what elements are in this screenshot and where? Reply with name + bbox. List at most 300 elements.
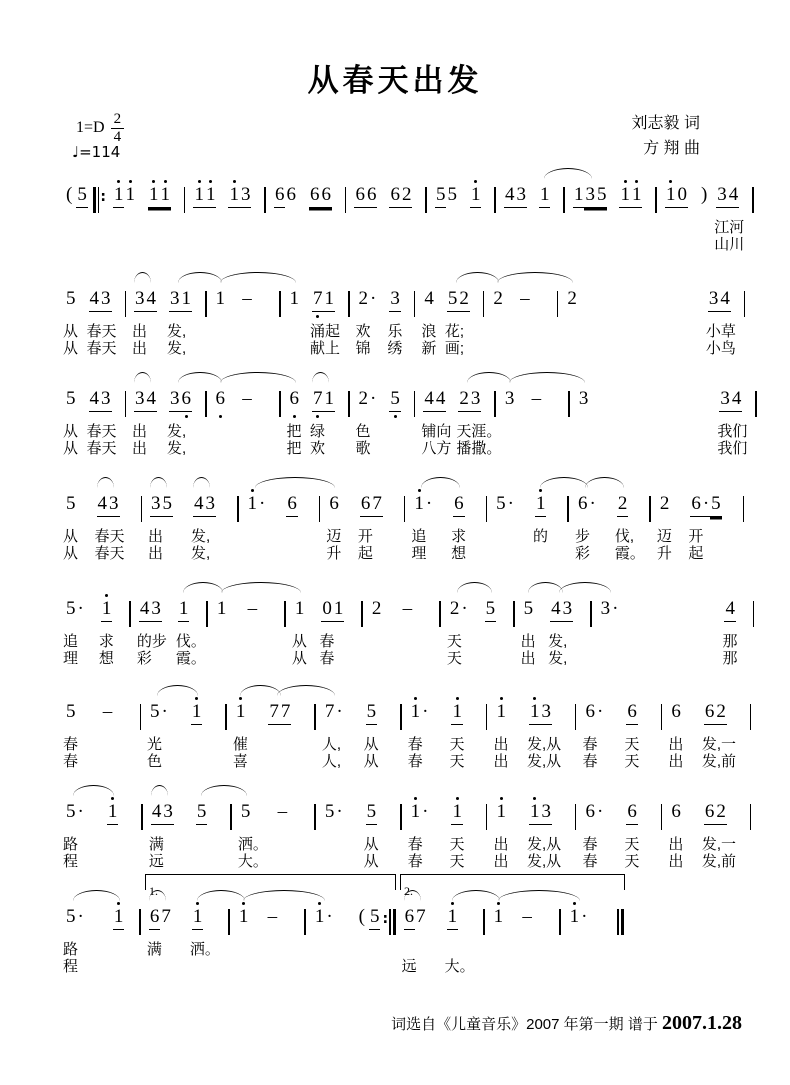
note: 4 — [139, 598, 151, 622]
lyric-verse2: 喜 — [232, 753, 248, 770]
note: 7 — [161, 906, 171, 927]
note-group — [238, 284, 256, 314]
lyric-verse1: 从 — [363, 736, 379, 753]
note: · — [77, 801, 84, 822]
octave-dot-high — [456, 797, 459, 800]
note: 1 — [113, 906, 125, 930]
bar-stroke — [486, 704, 488, 730]
note: 6 — [577, 493, 588, 514]
note-group — [107, 797, 119, 827]
note: · — [581, 906, 588, 927]
barline — [754, 389, 758, 419]
note: 5 — [710, 493, 722, 517]
note: 3 — [134, 388, 146, 412]
note: 6 — [453, 493, 465, 517]
barline — [556, 289, 560, 319]
lyric-verse2: 远 — [148, 853, 164, 870]
note-group — [520, 594, 536, 667]
note: 1 — [228, 184, 240, 208]
lyric-verse1: 天 — [449, 736, 465, 753]
lyric-verse1: 发, — [167, 423, 187, 440]
note: 3 — [169, 288, 181, 312]
octave-dot-high — [624, 180, 627, 183]
note-group — [717, 384, 748, 457]
barline — [283, 599, 287, 629]
note: 1 — [216, 598, 227, 619]
note: 5 — [66, 906, 76, 927]
lyric-verse1: 追 — [63, 633, 79, 650]
volta-bracket — [145, 874, 396, 898]
octave-dot-low — [316, 315, 319, 318]
note: 1 — [235, 701, 247, 724]
repeat-dots: : — [382, 911, 389, 927]
repeat-end-barline — [382, 904, 396, 937]
slur-arc — [150, 477, 167, 488]
note-group — [238, 902, 250, 932]
note: 3 — [100, 288, 112, 312]
note: 3 — [719, 388, 731, 412]
note: 1 — [113, 184, 125, 208]
barline — [660, 702, 664, 732]
note: 3 — [205, 493, 217, 517]
lyric-verse2: 天 — [624, 853, 640, 870]
note: 1 — [569, 906, 581, 929]
lyric-verse1: 洒。 — [237, 836, 268, 853]
lyric-verse2: 霞。 — [614, 545, 645, 562]
note-group — [321, 697, 344, 770]
lyric-verse2: 欢 — [310, 440, 326, 457]
note-group — [63, 594, 85, 667]
note: 2 — [458, 288, 470, 312]
lyric-verse2: 发, — [191, 545, 211, 562]
note: 1 — [148, 184, 160, 208]
lyric-verse1: 开 — [357, 528, 373, 545]
note-group — [387, 284, 403, 357]
barline — [742, 494, 746, 524]
lyric-verse2: 歌 — [355, 440, 371, 457]
octave-dot-low — [293, 415, 296, 418]
note-group — [215, 384, 227, 414]
note-group — [516, 284, 534, 314]
note: 4 — [719, 288, 731, 312]
note-group — [232, 697, 248, 770]
note: 5 — [66, 493, 76, 514]
lyric-verse2: 春 — [582, 853, 598, 870]
lyric-verse1: 出 — [132, 423, 148, 440]
lyric-verse2: 锦 — [355, 340, 371, 357]
lyric-verse1: 从 — [63, 323, 79, 340]
barline — [482, 907, 486, 937]
note-group — [456, 384, 502, 457]
octave-dot-high — [209, 180, 212, 183]
lyric-verse1: 伐。 — [175, 633, 206, 650]
lyric-verse1: 迈 — [656, 528, 672, 545]
note-group — [527, 384, 545, 414]
note: 6 — [215, 388, 227, 411]
lyric-verse1: 从 — [291, 633, 307, 650]
bar-stroke — [621, 909, 624, 935]
note-group — [237, 797, 268, 870]
lyric-verse1: 光 — [147, 736, 163, 753]
note: · — [336, 701, 343, 722]
note-group — [354, 180, 377, 210]
note: 1 — [410, 801, 422, 824]
note-group — [526, 797, 562, 870]
time-denominator: 4 — [113, 129, 122, 145]
bar-stroke — [557, 291, 559, 317]
note-group — [228, 180, 251, 210]
note: 1 — [631, 184, 643, 208]
note-group — [310, 284, 341, 357]
note: 1 — [191, 701, 203, 725]
barline — [752, 599, 756, 629]
note: 5 — [150, 701, 160, 722]
octave-dot-high — [164, 180, 167, 183]
note-group — [238, 384, 256, 414]
note-group — [76, 180, 88, 210]
barline — [204, 289, 208, 319]
lyric-verse2: 出 — [668, 753, 684, 770]
system-line — [65, 594, 762, 678]
barline — [347, 289, 351, 319]
note-group — [451, 489, 467, 562]
lyric-verse2: 发,前 — [701, 853, 736, 870]
lyric-verse2: 出 — [493, 753, 509, 770]
lyric-verse2: 程 — [63, 853, 79, 870]
note: 5 — [366, 701, 378, 725]
slur-arc — [240, 685, 281, 696]
barline — [562, 185, 566, 215]
barline — [229, 802, 233, 832]
note: 5 — [66, 801, 76, 822]
note: 2 — [715, 801, 727, 825]
note: 5 — [196, 801, 208, 825]
note-group — [369, 902, 381, 932]
volta-bracket — [400, 874, 625, 898]
lyric-verse1: 春 — [319, 633, 335, 650]
lyric-verse1: 天 — [449, 836, 465, 853]
note: 0 — [321, 598, 333, 622]
note-group — [407, 697, 430, 770]
octave-dot-high — [414, 697, 417, 700]
note-group — [665, 180, 688, 210]
lyric-verse2: 天 — [449, 853, 465, 870]
lyric-verse1: 出 — [493, 736, 509, 753]
slur-arc — [193, 477, 210, 488]
note: 1 — [124, 184, 136, 207]
note-group — [167, 384, 192, 457]
note: 6 — [671, 701, 681, 722]
dash-extension: – — [402, 598, 413, 619]
note: 5 — [366, 801, 378, 825]
bar-stroke — [264, 187, 266, 213]
bar-stroke — [425, 187, 427, 213]
note-group — [421, 284, 437, 357]
note-group — [65, 180, 73, 210]
lyric-verse1: 绿 — [310, 423, 326, 440]
note: 1 — [193, 184, 205, 208]
bar-stroke — [590, 601, 592, 627]
slur-arc — [467, 372, 510, 383]
note-group — [518, 902, 536, 932]
note: · — [422, 701, 429, 722]
slur-arc — [498, 890, 580, 901]
note-group — [324, 797, 344, 827]
note: 3 — [578, 388, 589, 409]
note: 1 — [447, 906, 459, 930]
bar-stroke — [228, 909, 230, 935]
lyric-verse1: 发,一 — [701, 836, 736, 853]
bar-stroke — [314, 704, 316, 730]
note: · — [596, 701, 604, 722]
note: 2 — [358, 288, 368, 309]
note-group — [624, 697, 640, 770]
note: 6 — [354, 184, 366, 208]
octave-dot-high — [635, 180, 638, 183]
lyric-verse2: 春 — [407, 753, 423, 770]
note: 2 — [449, 598, 460, 619]
quarter-note-icon: ♩ — [72, 143, 80, 161]
bar-stroke — [348, 291, 350, 317]
bar-stroke — [655, 187, 657, 213]
note: 5 — [66, 288, 76, 309]
note: 1 — [205, 184, 217, 208]
note: 3 — [708, 288, 720, 312]
note: 2 — [358, 388, 368, 409]
barline — [589, 599, 593, 629]
note: 5 — [76, 184, 88, 208]
lyric-verse2: 春 — [63, 753, 79, 770]
note: 1 — [665, 184, 677, 208]
lyric-verse2: 发,从 — [526, 853, 562, 870]
octave-dot-high — [500, 697, 503, 700]
note-group — [216, 594, 228, 624]
note: 5 — [496, 493, 506, 514]
lyric-verse1: 铺向 — [421, 423, 452, 440]
slur-arc — [201, 785, 247, 796]
note: 4 — [97, 493, 109, 517]
lyric-verse2: 绣 — [387, 340, 403, 357]
lyric-verse1: 出 — [668, 736, 684, 753]
slur-arc — [221, 582, 301, 593]
final-barline — [616, 907, 625, 937]
note: 1 — [529, 701, 541, 725]
note: 6 — [585, 701, 595, 722]
dash-extension: – — [277, 801, 288, 822]
lyric-verse1: 的 — [532, 528, 548, 545]
system-line — [65, 180, 762, 264]
lyric-verse1: 春 — [407, 836, 423, 853]
barline — [485, 494, 489, 524]
note-group — [401, 902, 427, 975]
note-group — [263, 902, 281, 932]
note-group — [573, 180, 608, 210]
slur-arc — [255, 477, 335, 488]
octave-dot-high — [418, 489, 421, 492]
dash-extension: – — [267, 906, 278, 927]
lyric-verse2: 想 — [98, 650, 114, 667]
note: 1 — [535, 493, 547, 517]
bar-stroke — [568, 391, 570, 417]
bar-stroke — [563, 187, 565, 213]
note: 6 — [389, 184, 401, 208]
octave-dot-low — [185, 415, 188, 418]
note-group — [493, 797, 509, 870]
bar-stroke — [237, 496, 239, 522]
note: 7 — [371, 493, 383, 517]
note-group — [86, 284, 117, 357]
octave-dot-high — [105, 594, 108, 597]
lyric-verse1: 出 — [493, 836, 509, 853]
octave-dot-high — [242, 902, 245, 905]
lyric-verse2: 春天 — [86, 440, 117, 457]
composer-credit: 方 翔 曲 — [643, 139, 700, 157]
bar-stroke — [486, 496, 488, 522]
note: 4 — [724, 598, 736, 622]
barline — [485, 802, 489, 832]
bar-stroke — [400, 804, 402, 830]
bar-stroke — [184, 187, 186, 213]
note: 6 — [286, 184, 296, 205]
octave-dot-high — [500, 797, 503, 800]
note-group — [175, 594, 206, 667]
bar-stroke — [439, 601, 441, 627]
lyric-verse1: 催 — [232, 736, 248, 753]
note: 2 — [715, 701, 727, 725]
lyric-verse2: 八方 — [421, 440, 452, 457]
lyric-verse1: 洒。 — [189, 941, 220, 958]
lyric-verse1: 色 — [355, 423, 371, 440]
note: 1 — [495, 701, 507, 724]
note-group — [526, 697, 562, 770]
note-group — [63, 797, 85, 870]
slur-arc — [73, 785, 114, 796]
note-group — [566, 284, 578, 314]
barline — [749, 802, 753, 832]
note: 3 — [100, 388, 112, 412]
note: ( — [358, 906, 365, 927]
note: 1 — [247, 493, 259, 516]
octave-dot-high — [456, 697, 459, 700]
barline — [743, 289, 747, 319]
note-group — [273, 797, 291, 827]
lyric-verse2: 天 — [449, 753, 465, 770]
bar-stroke — [750, 804, 752, 830]
bar-stroke — [389, 909, 391, 935]
lyric-verse1: 迈 — [326, 528, 342, 545]
note: 1 — [333, 598, 345, 622]
slur-arc — [585, 477, 624, 488]
note: 4 — [193, 493, 205, 517]
note: 1 — [238, 906, 250, 929]
note: 6 — [585, 801, 595, 822]
volta-label: 1. — [149, 884, 158, 898]
bar-stroke — [125, 391, 127, 417]
bar-stroke — [513, 601, 515, 627]
lyric-verse2: 出 — [493, 853, 509, 870]
note: 3 — [515, 184, 527, 208]
barline — [574, 702, 578, 732]
lyric-verse1: 春 — [582, 836, 598, 853]
note: · — [336, 801, 343, 822]
note-group — [539, 180, 551, 210]
repeat-begin-barline — [92, 182, 106, 215]
barline — [205, 599, 209, 629]
lyric-verse2: 从 — [63, 340, 79, 357]
lyric-verse2: 起 — [357, 545, 373, 562]
barline — [438, 599, 442, 629]
note: 6 — [626, 801, 638, 825]
system-line — [63, 884, 632, 986]
slur-arc — [157, 685, 198, 696]
slur-arc — [197, 890, 245, 901]
lyric-verse1: 人, — [321, 736, 341, 753]
note: · — [596, 801, 604, 822]
dash-extension: – — [247, 598, 258, 619]
note: ) — [700, 184, 708, 205]
note: 1 — [410, 701, 422, 724]
lyric-verse2: 起 — [688, 545, 704, 562]
bar-stroke — [319, 496, 321, 522]
note-group — [148, 180, 171, 210]
lyric-verse2: 发,从 — [526, 753, 562, 770]
octave-dot-high — [451, 902, 454, 905]
lyric-verse1: 路 — [63, 836, 79, 853]
note: 1 — [294, 598, 305, 619]
note-group — [668, 697, 684, 770]
barline — [124, 289, 128, 319]
lyric-verse1: 春天 — [94, 528, 125, 545]
lyric-verse2: 发, — [167, 340, 187, 357]
lyric-verse2: 大。 — [237, 853, 268, 870]
lyric-verse2: 发, — [167, 440, 187, 457]
note: 4 — [728, 184, 740, 208]
barline — [344, 185, 348, 215]
bar-stroke — [206, 601, 208, 627]
lyric-verse1: 春天 — [86, 423, 117, 440]
note-group — [357, 489, 383, 562]
lyric-verse2: 人, — [321, 753, 341, 770]
note: 0 — [676, 184, 688, 208]
note: 4 — [89, 388, 101, 412]
note-group — [63, 697, 79, 770]
lyric-verse1: 从 — [63, 528, 79, 545]
note: 3 — [584, 184, 596, 208]
note: 5 — [389, 388, 401, 412]
note: 3 — [134, 288, 146, 312]
slur-arc — [559, 582, 611, 593]
note: 7 — [324, 701, 335, 722]
note: · — [259, 493, 266, 514]
note-group — [86, 384, 117, 457]
note-group — [446, 594, 469, 667]
note: 4 — [435, 388, 447, 412]
bar-stroke — [205, 391, 207, 417]
octave-dot-high — [195, 697, 198, 700]
lyric-verse1: 发,一 — [701, 736, 736, 753]
note-group — [582, 797, 604, 870]
lyric-verse1: 追 — [411, 528, 427, 545]
note: · — [589, 493, 596, 514]
slur-arc — [220, 372, 296, 383]
note-group — [444, 902, 475, 975]
barline — [224, 702, 228, 732]
lyric-verse2: 献上 — [310, 340, 341, 357]
bar-stroke — [284, 601, 286, 627]
note: · — [77, 906, 84, 927]
lyric-verse2: 色 — [147, 753, 163, 770]
bar-stroke — [559, 909, 561, 935]
